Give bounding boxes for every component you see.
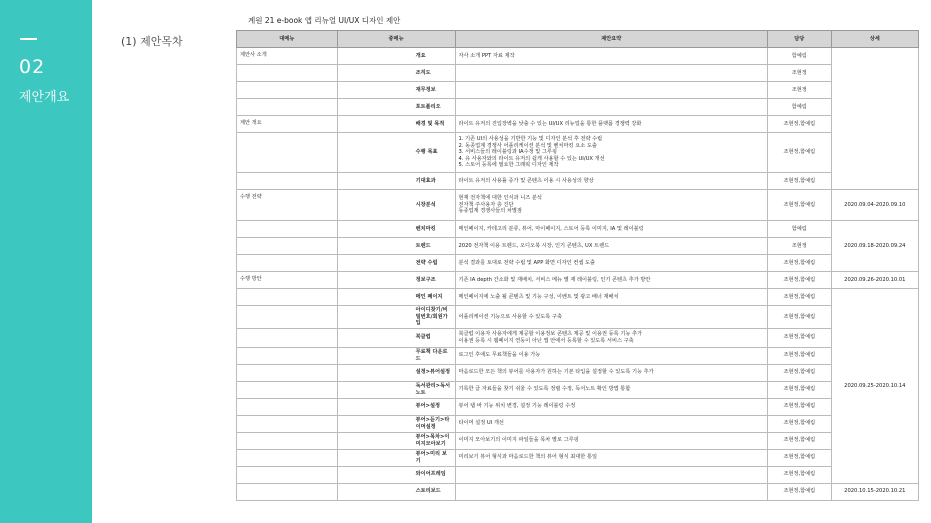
sub-menu-cell: 메인 페이지 <box>337 289 455 306</box>
table-row <box>237 221 919 238</box>
main-menu-cell <box>237 398 338 415</box>
summary-line: 라이트 유저의 진입장벽을 낮출 수 있는 UI/UX 리뉴얼을 통한 플랫폼 경쟁력 강화 <box>458 120 642 127</box>
main-menu-cell <box>237 483 338 500</box>
owner-cell: 함예림 <box>768 99 832 116</box>
main-menu-cell <box>237 133 338 173</box>
owner-cell: 조현정,함예림 <box>768 116 832 133</box>
table-row <box>237 306 919 329</box>
summary-line: 기존 IA depth 간소화 및 재배치, 서비스 메뉴 별 재 레이블링, 인기 콘텐츠 추가 방안 <box>458 276 651 283</box>
sub-menu-cell: 무료책 다운로드 <box>337 347 455 364</box>
summary-cell <box>455 82 768 99</box>
owner-cell: 조현정,함예림 <box>768 364 832 381</box>
summary-line: 이용권 등록 시 웹페이지 연동이 아닌 앱 안에서 등록할 수 있도록 서비스 구축 <box>458 337 634 344</box>
summary-line: 자사 소개 PPT 자료 제작 <box>458 52 515 59</box>
table-row <box>237 65 919 82</box>
table-body <box>237 48 919 501</box>
proposal-table <box>236 30 919 501</box>
summary-line: 2020 전자책 이용 트렌드, 오디오북 시장, 인기 콘텐츠, UX 트렌드 <box>458 242 610 249</box>
owner-cell: 조현정,함예림 <box>768 381 832 398</box>
owner-cell: 조현정,함예림 <box>768 306 832 329</box>
table-cutoff-mask <box>236 505 919 523</box>
table-row <box>237 364 919 381</box>
sub-menu-cell: 기대효과 <box>337 173 455 190</box>
header-sub-menu: 중메뉴 <box>337 31 455 48</box>
sub-menu-cell: 정보구조 <box>337 272 455 289</box>
summary-cell <box>455 116 768 133</box>
summary-cell <box>455 173 768 190</box>
header-owner: 담당 <box>768 31 832 48</box>
table-row <box>237 272 919 289</box>
table-row <box>237 381 919 398</box>
summary-cell <box>455 133 768 173</box>
detail-date-cell: 2020.09.18-2020.09.24 <box>831 221 918 272</box>
owner-cell: 조현정,함예림 <box>768 415 832 432</box>
summary-line: 어플리케이션 기능으로 사용할 수 있도록 구축 <box>458 313 562 320</box>
main-menu-cell <box>237 415 338 432</box>
sub-menu-cell: 북클럽 <box>337 328 455 347</box>
table-row <box>237 99 919 116</box>
summary-cell <box>455 99 768 116</box>
owner-cell: 조현정,함예림 <box>768 328 832 347</box>
summary-line: 전자책 주사용자 층 진단 <box>458 201 514 208</box>
main-menu-cell <box>237 466 338 483</box>
main-menu-cell <box>237 221 338 238</box>
main-menu-cell: 제안 개요 <box>237 116 338 133</box>
table-row <box>237 432 919 449</box>
main-menu-cell: 수행 전략 <box>237 190 338 221</box>
summary-cell <box>455 432 768 449</box>
summary-cell <box>455 289 768 306</box>
sub-menu-cell: 트렌드 <box>337 238 455 255</box>
page-subtitle: (1) 제안목차 <box>121 35 183 48</box>
summary-line: 4. 유 사용자와의 라이트 유저의 쉽게 사용할 수 있는 UI/UX 개선 <box>458 155 605 162</box>
summary-line: 분석 결과를 토대로 전략 수립 및 APP 화면 디자인 컨셉 도출 <box>458 259 596 266</box>
summary-cell <box>455 364 768 381</box>
sidebar <box>0 0 92 523</box>
summary-cell <box>455 255 768 272</box>
detail-date-cell: 2020.09.04-2020.09.10 <box>831 190 918 221</box>
sub-menu-cell: 조직도 <box>337 65 455 82</box>
main-menu-cell <box>237 328 338 347</box>
table-row <box>237 289 919 306</box>
main-menu-cell <box>237 432 338 449</box>
owner-cell: 조현정,함예림 <box>768 173 832 190</box>
sub-menu-cell: 설정>뷰어설정 <box>337 364 455 381</box>
main-menu-cell: 수행 방안 <box>237 272 338 289</box>
detail-date-cell: 2020.09.26-2020.10.01 <box>831 272 918 289</box>
owner-cell: 함예림 <box>768 48 832 65</box>
section-number: 02 <box>19 56 46 78</box>
owner-cell: 함예림 <box>768 221 832 238</box>
detail-date-cell: 2020.10.15-2020.10.21 <box>831 483 918 500</box>
owner-cell: 조현정,함예림 <box>768 432 832 449</box>
sub-menu-cell: 재무정보 <box>337 82 455 99</box>
table-row <box>237 255 919 272</box>
table-row <box>237 483 919 500</box>
main-menu-cell <box>237 449 338 466</box>
main-menu-cell <box>237 82 338 99</box>
sub-menu-cell: 시장분석 <box>337 190 455 221</box>
summary-line: 1. 기존 UI의 사용성을 기반한 기능 및 디자인 분석 후 전략 수립 <box>458 136 603 143</box>
summary-line: 이미지 모아보기의 이미지 파일들을 목차 별로 그루핑 <box>458 437 579 444</box>
table-row <box>237 238 919 255</box>
main-menu-cell <box>237 65 338 82</box>
owner-cell: 조현정,함예림 <box>768 483 832 500</box>
owner-cell: 조현정,함예림 <box>768 289 832 306</box>
table-row <box>237 449 919 466</box>
document-title: 계원 21 e-book 앱 리뉴얼 UI/UX 디자인 제안 <box>248 16 401 25</box>
summary-cell <box>455 466 768 483</box>
table-row <box>237 398 919 415</box>
summary-line: 5. 스토어 등록에 필요한 그래픽 디자인 제작 <box>458 162 559 169</box>
summary-line: 기록한 글 자료들을 찾기 쉬울 수 있도록 정렬 수정, 독서노트 확인 방법 통합 <box>458 386 631 393</box>
summary-line: 현재 전자책에 대한 인식과 니즈 분석 <box>458 195 542 202</box>
main-menu-cell: 제안사 소개 <box>237 48 338 65</box>
section-title: 제안개요 <box>19 90 70 105</box>
owner-cell: 조현정,함예림 <box>768 466 832 483</box>
sub-menu-cell: 독서관리>독서노트 <box>337 381 455 398</box>
summary-line: 미리보기 뷰어 형식과 마음로드한 책의 뷰어 형식 최대한 통일 <box>458 454 597 461</box>
main-menu-cell <box>237 347 338 364</box>
summary-cell <box>455 65 768 82</box>
owner-cell: 조현정,함예림 <box>768 347 832 364</box>
main-menu-cell <box>237 381 338 398</box>
detail-date-cell <box>831 48 918 190</box>
summary-cell <box>455 398 768 415</box>
main-menu-cell <box>237 238 338 255</box>
summary-cell <box>455 238 768 255</box>
header-summary: 제안요약 <box>455 31 768 48</box>
summary-cell <box>455 483 768 500</box>
header-main-menu: 대메뉴 <box>237 31 338 48</box>
table-row <box>237 173 919 190</box>
table-row <box>237 190 919 221</box>
table-row <box>237 116 919 133</box>
owner-cell: 조현정 <box>768 82 832 99</box>
owner-cell: 조현정 <box>768 238 832 255</box>
sub-menu-cell: 아이디찾기/비밀번호/회원가입 <box>337 306 455 329</box>
sub-menu-cell: 스토리보드 <box>337 483 455 500</box>
owner-cell: 조현정,함예림 <box>768 255 832 272</box>
sub-menu-cell: 뷰어>미리 보기 <box>337 449 455 466</box>
owner-cell: 조현정,함예림 <box>768 133 832 173</box>
sub-menu-cell: 배경 및 목적 <box>337 116 455 133</box>
summary-cell <box>455 190 768 221</box>
sub-menu-cell: 전략 수립 <box>337 255 455 272</box>
sidebar-accent-bar <box>20 38 37 40</box>
main-menu-cell <box>237 306 338 329</box>
owner-cell: 조현정,함예림 <box>768 449 832 466</box>
sub-menu-cell: 벤치마킹 <box>337 221 455 238</box>
owner-cell: 조현정,함예림 <box>768 190 832 221</box>
table-row <box>237 415 919 432</box>
main-menu-cell <box>237 173 338 190</box>
table-header-row <box>237 31 919 48</box>
sub-menu-cell: 포트폴리오 <box>337 99 455 116</box>
summary-cell <box>455 415 768 432</box>
summary-line: 로그인 후에도 무료책들을 이용 가능 <box>458 352 541 359</box>
table-row <box>237 82 919 99</box>
summary-cell <box>455 272 768 289</box>
sub-menu-cell: 뷰어>목차>이미지모아보기 <box>337 432 455 449</box>
table-row <box>237 347 919 364</box>
summary-line: 라이트 유저의 사용률 증가 및 콘텐츠 이용 시 사용성의 향상 <box>458 177 594 184</box>
summary-line: 북클럽 이용자 사용자에게 제공할 이용정보 콘텐츠 제공 및 이용권 등록 기능 추가 <box>458 331 643 337</box>
summary-cell <box>455 381 768 398</box>
summary-line: 2. 동종업계 경쟁사 어플리케이션 분석 및 벤치마킹 요소 도출 <box>458 142 597 149</box>
summary-cell <box>455 48 768 65</box>
table-row <box>237 133 919 173</box>
main-menu-cell <box>237 364 338 381</box>
summary-line: 메인페이지에 노출 될 콘텐츠 및 기능 구성, 이벤트 및 광고 배너 재배치 <box>458 293 619 300</box>
sub-menu-cell: 뷰어>설정 <box>337 398 455 415</box>
sub-menu-cell: 개요 <box>337 48 455 65</box>
table-row <box>237 48 919 65</box>
main-menu-cell <box>237 255 338 272</box>
sub-menu-cell: 뷰어>듣기>타이머설정 <box>337 415 455 432</box>
owner-cell: 조현정 <box>768 65 832 82</box>
summary-cell <box>455 347 768 364</box>
detail-date-cell: 2020.09.25-2020.10.14 <box>831 289 918 484</box>
table-row <box>237 328 919 347</box>
summary-cell <box>455 306 768 329</box>
summary-line: 메인페이지, 카테고리 분류, 뷰어, 마이페이지, 스토어 등록 이미지, IA 및 레이블링 <box>458 225 644 232</box>
summary-cell <box>455 221 768 238</box>
main-menu-cell <box>237 289 338 306</box>
summary-line: 뷰어 탭 바 기능 위치 변경, 설정 기능 레이블링 수정 <box>458 403 576 410</box>
owner-cell: 조현정,함예림 <box>768 398 832 415</box>
owner-cell: 조현정,함예림 <box>768 272 832 289</box>
summary-line: 3. 서비스들의 레이블링과 IA수정 및 그루핑 <box>458 149 557 156</box>
sub-menu-cell: 수행 목표 <box>337 133 455 173</box>
header-detail: 상세 <box>831 31 918 48</box>
summary-line: 동종업계 경쟁사들의 차별점 <box>458 208 522 215</box>
table-row <box>237 466 919 483</box>
summary-cell <box>455 449 768 466</box>
sub-menu-cell: 와이어프레임 <box>337 466 455 483</box>
summary-line: 타이머 설정 UI 개선 <box>458 420 504 427</box>
summary-cell <box>455 328 768 347</box>
summary-line: 마음로드한 모든 책의 뷰어를 사용자가 원하는 기본 타입을 설정할 수 있도록 기능 추가 <box>458 369 654 376</box>
main-menu-cell <box>237 99 338 116</box>
